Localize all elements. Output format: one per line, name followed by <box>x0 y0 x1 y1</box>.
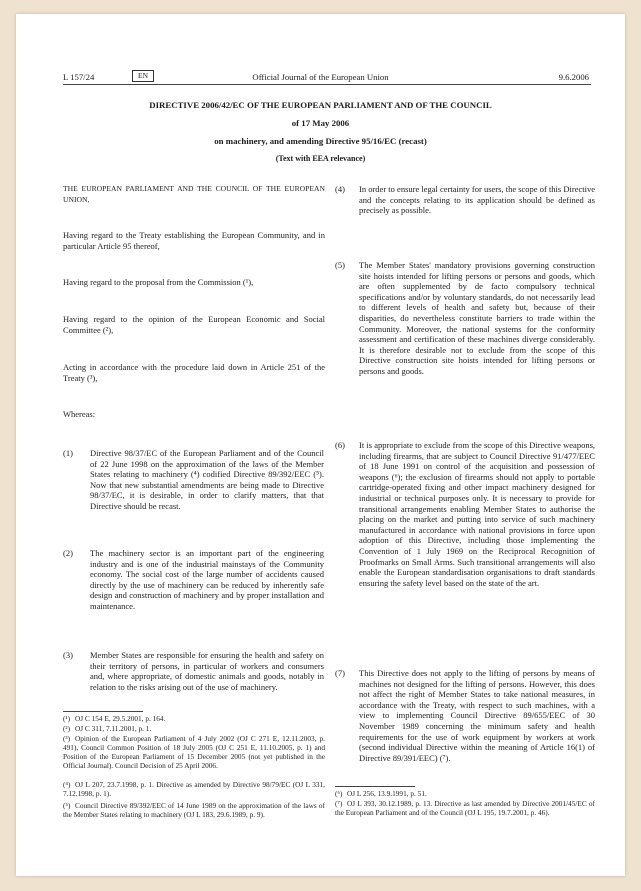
recital-number: (1) <box>63 448 73 458</box>
recital-7: This Directive does not apply to the lifting of persons by means of machines not designed for the lifting of persons. However, this does not affect the right of Member States to take national measures, in accordance with the Treaty, with respect to such machines, with a view to implementing Council Directive 89/655/EEC of 30 November 1989 concerning the minimum safety and health requirements for the use of work equipment by workers at work (second individual Directive within the meaning of Article 16(1) of Directive 89/391/EEC) (⁷). <box>359 668 595 763</box>
having-regard-proposal: Having regard to the proposal from the Commission (¹), <box>63 277 254 287</box>
directive-subject: on machinery, and amending Directive 95/16/EC (recast) <box>214 136 427 146</box>
header-rule <box>63 84 591 85</box>
footnote: (²) OJ C 311, 7.11.2001, p. 1. <box>63 724 152 733</box>
page-reference: L 157/24 <box>63 72 95 82</box>
recital-number: (4) <box>335 184 345 194</box>
recital-number: (3) <box>63 650 73 660</box>
having-regard-treaty: Having regard to the Treaty establishing the European Community, and in particular Article 95 thereof, <box>63 230 325 251</box>
recital-1: Directive 98/37/EC of the European Parliament and of the Council of 22 June 1998 on the approximation of the laws of the Member States relating to machinery (⁴) codified Directive 89/392/EEC (⁵). Now that new substantial amendments are being made to Directive 98/37/EC, it is desirable, in order to clarify matters, that that Directive should be recast. <box>90 448 324 511</box>
document-page <box>16 14 625 876</box>
having-regard-opinion: Having regard to the opinion of the European Economic and Social Committee (²), <box>63 314 325 335</box>
footnote: (⁵) Council Directive 89/392/EEC of 14 June 1989 on the approximation of the laws of the Member States relating to machinery (OJ L 183, 29.6.1989, p. 9). <box>63 801 325 819</box>
directive-date: of 17 May 2006 <box>291 118 350 128</box>
language-badge: EN <box>132 70 154 82</box>
publication-date: 9.6.2006 <box>558 72 589 82</box>
recital-number: (7) <box>335 668 345 678</box>
recital-6: It is appropriate to exclude from the scope of this Directive weapons, including firearms, that are subject to Council Directive 91/477/EEC of 18 June 1991 on control of the acquisition and possession of weapons (⁶); the exclusion of firearms should not apply to portable cartridge-operated fixing and other impact machinery designed for industrial or technical purposes only. It is necessary to provide for transitional arrangements enabling Member States to authorise the placing on the market and putting into service of such machinery manufactured in accordance with national provisions in force upon adoption of this Directive, including those implementing the Convention of 1 July 1969 on the Reciprocal Recognition of Proofmarks on Small Arms. Such transitional arrangements will also enable the European standardisation organisations to draft standards ensuring the safety level based on the state of the art. <box>359 440 595 588</box>
recital-5: The Member States' mandatory provisions governing construction site hoists intended for lifting persons or persons and goods, which are often supplemented by de facto compulsory technical specifications and/or by voluntary standards, do not necessarily lead to different levels of health and safety but, because of their disparities, do nevertheless constitute barriers to trade within the Community. Moreover, the national systems for the conformity assessment and certification of these machines diverge considerably. It is therefore desirable not to exclude from the scope of this Directive construction site hoists intended for lifting persons or persons and goods. <box>359 260 595 376</box>
footnote-rule <box>335 786 415 787</box>
footnote: (⁶) OJ L 256, 13.9.1991, p. 51. <box>335 789 427 798</box>
acting-procedure: Acting in accordance with the procedure laid down in Article 251 of the Treaty (³), <box>63 362 325 383</box>
footnote: (³) Opinion of the European Parliament of 4 July 2002 (OJ C 271 E, 12.11.2003, p. 491), Council Common Position of 18 July 2005 (OJ C 251 E, 11.10.2005, p. 1) and Position of the European Parliament of 15 December 2005 (not yet published in the Official Journal). Council Decision of 25 April 2006. <box>63 734 325 770</box>
directive-title: DIRECTIVE 2006/42/EC OF THE EUROPEAN PARLIAMENT AND OF THE COUNCIL <box>149 100 492 110</box>
recital-2: The machinery sector is an important part of the engineering industry and is one of the industrial mainstays of the Community economy. The social cost of the large number of accidents caused directly by the use of machinery can be reduced by inherently safe design and construction of machinery and by proper installation and maintenance. <box>90 548 324 611</box>
preamble-intro: THE EUROPEAN PARLIAMENT AND THE COUNCIL OF THE EUROPEAN UNION, <box>63 184 325 204</box>
recital-3: Member States are responsible for ensuring the health and safety on their territory of persons, in particular of workers and consumers and, where appropriate, of domestic animals and goods, notably in relation to the risks arising out of the use of machinery. <box>90 650 324 692</box>
eea-relevance: (Text with EEA relevance) <box>275 154 366 163</box>
recital-number: (5) <box>335 260 345 270</box>
whereas-label: Whereas: <box>63 409 96 419</box>
footnote: (⁴) OJ L 207, 23.7.1998, p. 1. Directive as amended by Directive 98/79/EC (OJ L 331, 7.12.1998, p. 1). <box>63 780 325 798</box>
recital-number: (2) <box>63 548 73 558</box>
journal-title: Official Journal of the European Union <box>252 72 389 82</box>
footnote: (¹) OJ C 154 E, 29.5.2001, p. 164. <box>63 714 166 723</box>
footnote: (⁷) OJ L 393, 30.12.1989, p. 13. Directive as last amended by Directive 2001/45/EC of the European Parliament and of the Council (OJ L 195, 19.7.2001, p. 46). <box>335 799 595 817</box>
recital-4: In order to ensure legal certainty for users, the scope of this Directive and the concepts relating to its application should be defined as precisely as possible. <box>359 184 595 216</box>
footnote-rule <box>63 711 143 712</box>
recital-number: (6) <box>335 440 345 450</box>
